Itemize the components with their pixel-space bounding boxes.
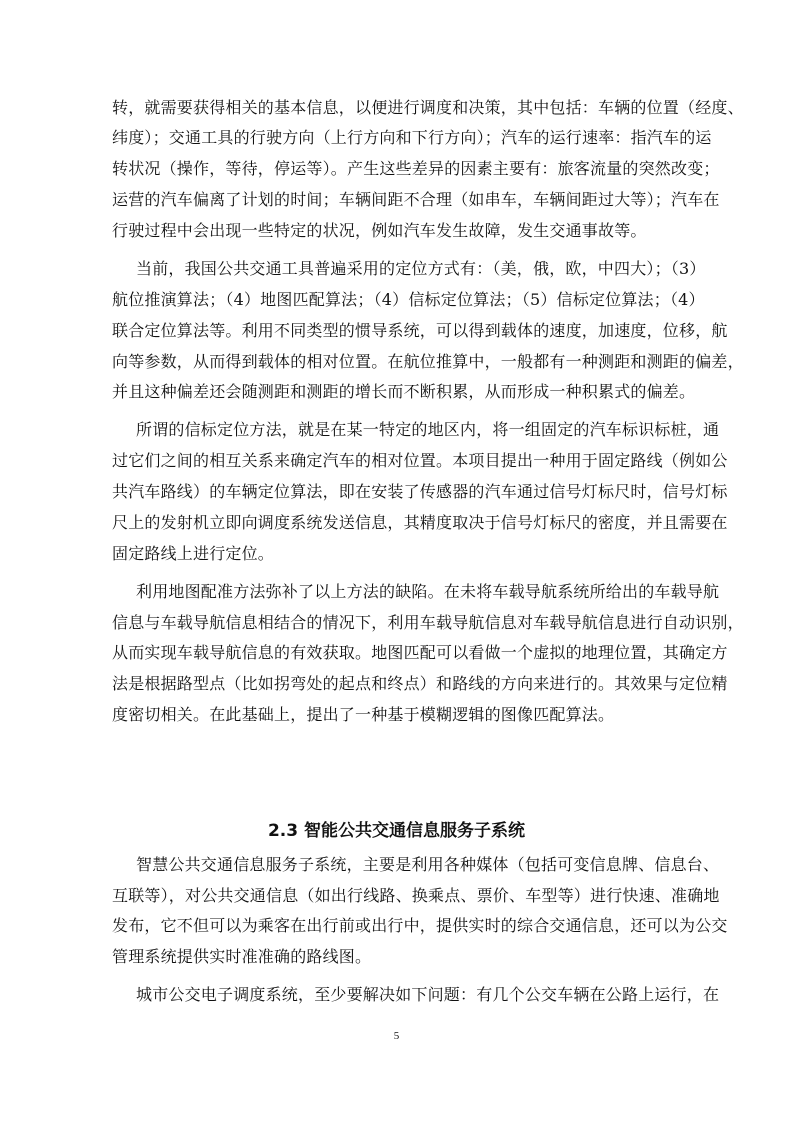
paragraph-line: 法是根据路型点（比如拐弯处的起点和终点）和路线的方向来进行的。其效果与定位精 — [112, 674, 728, 693]
paragraph-line: 信息与车载导航信息相结合的情况下，利用车载导航信息对车载导航信息进行自动识别， — [112, 613, 744, 632]
paragraph-line: 固定路线上进行定位。 — [112, 544, 275, 563]
paragraph-line: 尺上的发射机立即向调度系统发送信息，其精度取决于信号灯标尺的密度，并且需要在 — [112, 513, 728, 532]
paragraph-line: 向等参数，从而得到载体的相对位置。在航位推算中，一般都有一种测距和测距的偏差， — [112, 352, 744, 371]
paragraph-line: 从而实现车载导航信息的有效获取。地图匹配可以看做一个虚拟的地理位置，其确定方 — [112, 643, 728, 662]
paragraph-line: 发布，它不但可以为乘客在出行前或出行中，提供实时的综合交通信息，还可以为公交 — [112, 916, 728, 935]
paragraph-line: 管理系统提供实时准准确的路线图。 — [112, 947, 372, 966]
section-heading: 2.3 智能公共交通信息服务子系统 — [267, 821, 526, 841]
paragraph-line: 当前，我国公共交通工具普遍采用的定位方式有：（美，俄，欧，中四大）；（3） — [136, 259, 706, 278]
paragraph-line: 航位推演算法；（4）地图匹配算法；（4）信标定位算法；（5）信标定位算法；（4） — [112, 290, 705, 309]
paragraph-line: 智慧公共交通信息服务子系统，主要是利用各种媒体（包括可变信息牌、信息台、 — [136, 855, 720, 874]
paragraph-line: 过它们之间的相互关系来确定汽车的相对位置。本项目提出一种用于固定路线（例如公 — [112, 451, 728, 470]
paragraph-line: 城市公交电子调度系统，至少要解决如下问题：有几个公交车辆在公路上运行，在 — [136, 985, 720, 1004]
paragraph-line: 所谓的信标定位方法，就是在某一特定的地区内，将一组固定的汽车标识标桩，通 — [136, 420, 720, 439]
paragraph-line: 互联等），对公共交通信息（如出行线路、换乘点、票价、车型等）进行快速、准确地 — [112, 886, 720, 905]
paragraph-line: 利用地图配准方法弥补了以上方法的缺陷。在未将车载导航系统所给出的车载导航 — [136, 582, 720, 601]
paragraph-line: 运营的汽车偏离了计划的时间；车辆间距不合理（如串车，车辆间距过大等）；汽车在 — [112, 190, 720, 209]
paragraph-line: 转，就需要获得相关的基本信息，以便进行调度和决策，其中包括：车辆的位置（经度、 — [112, 98, 744, 117]
page-number: 5 — [393, 1030, 400, 1042]
paragraph-line: 度密切相关。在此基础上，提出了一种基于模糊逻辑的图像匹配算法。 — [112, 705, 615, 724]
paragraph-line: 并且这种偏差还会随测距和测距的增长而不断积累，从而形成一种积累式的偏差。 — [112, 382, 696, 401]
paragraph-line: 纬度）；交通工具的行驶方向（上行方向和下行方向）；汽车的运行速率：指汽车的运 — [112, 128, 712, 147]
paragraph-line: 共汽车路线）的车辆定位算法，即在安装了传感器的汽车通过信号灯标尺时，信号灯标 — [112, 482, 728, 501]
paragraph-line: 行驶过程中会出现一些特定的状况，例如汽车发生故障，发生交通事故等。 — [112, 221, 647, 240]
paragraph-line: 联合定位算法等。利用不同类型的惯导系统，可以得到载体的速度，加速度，位移，航 — [112, 321, 728, 340]
paragraph-line: 转状况（操作，等待，停运等）。产生这些差异的因素主要有：旅客流量的突然改变； — [112, 159, 720, 178]
